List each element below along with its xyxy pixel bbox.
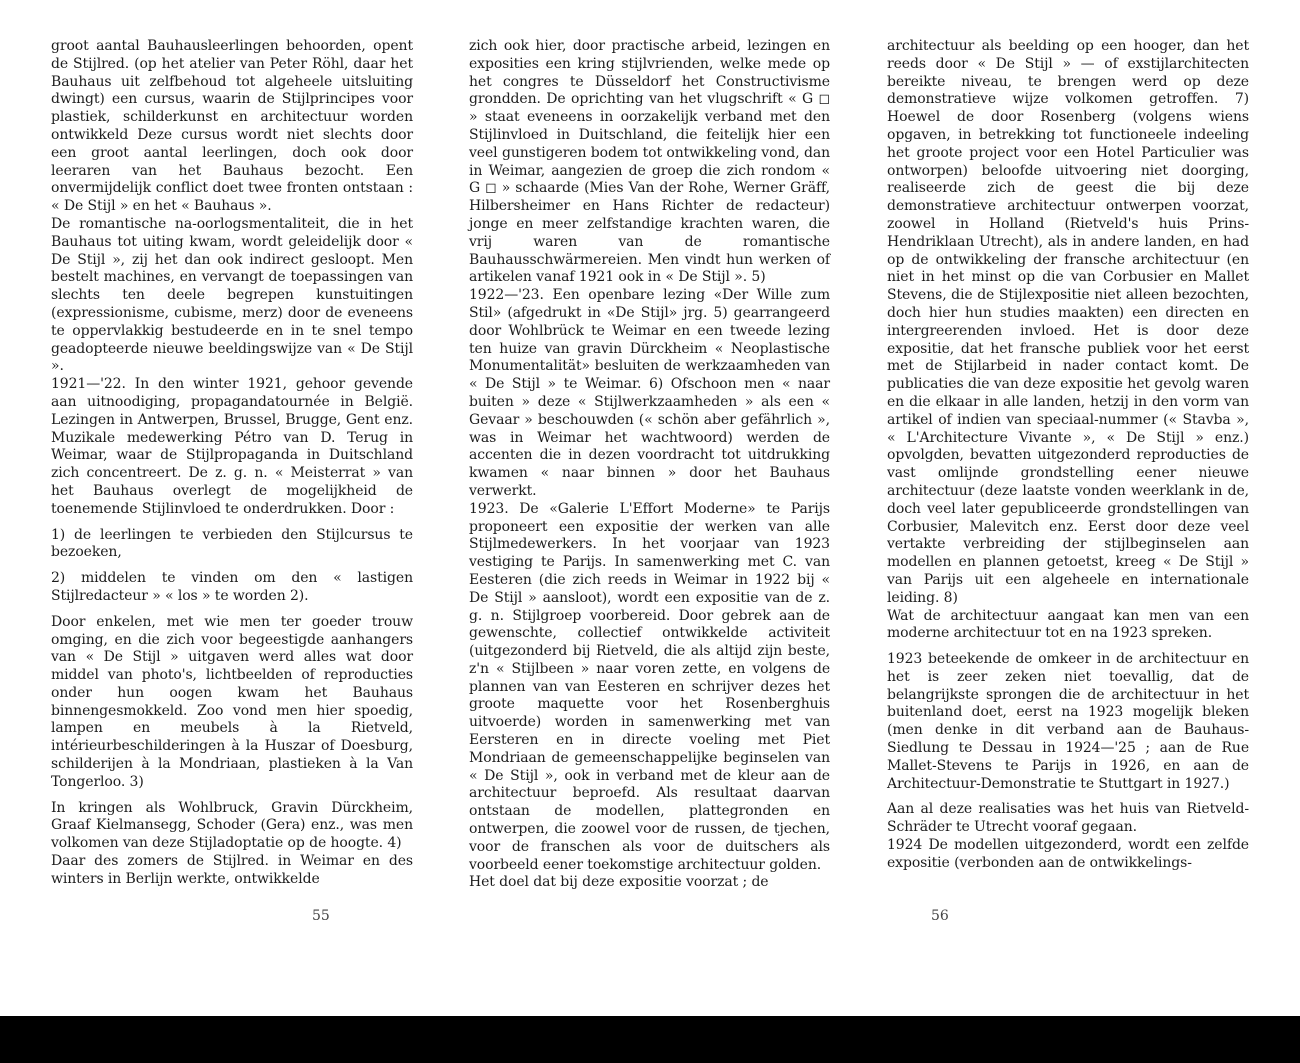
paragraph: 1) de leerlingen te verbieden den Stijlcursus te bezoeken,	[51, 526, 413, 561]
paragraph: De romantische na-oorlogsmentaliteit, die in het Bauhaus tot uiting kwam, wordt geleidelijk door « De Stijl », zij het dan ook indirect gesloopt. Men bestelt machines, en vervangt de toepassingen van slechts ten deele begrepen kunstuitingen (expressionisme, cubisme, merz) door de eveneens te oppervlakkig bestudeerde en in te snel tempo geadopteerde nieuwe beeldingswijze van « De Stijl ».	[51, 215, 413, 375]
page-number-right: 56	[931, 908, 949, 924]
paragraph: 1923. De «Galerie L'Effort Moderne» te Parijs proponeert een expositie der werken van alle Stijlmedewerkers. In het voorjaar van 1923 vestiging te Parijs. In samenwerking met C. van Eesteren (die zich reeds in Weimar in 1922 bij « De Stijl » aansloot), wordt een expositie van de z. g. n. Stijlgroep voorbereid. Door gebrek aan de gewenschte, collectief ontwikkelde activiteit (uitgezonderd bij Rietveld, die als altijd zijn beste, z'n « Stijlbeen » naar voren zette, en volgens de plannen van van Eesteren en schrijver dezes het groote maquette voor het Rosenberghuis uitvoerde) worden in samenwerking met van Eersteren en in directe voeling met Piet Mondriaan de gemeenschappelijke beginselen van « De Stijl », ook in verband met de kleur aan de architectuur beproefd. Als resultaat daarvan ontstaan de modellen, plattegronden en ontwerpen, die zoowel voor de russen, de tjechen, voor de franschen als voor de duitschers als voorbeeld eener toekomstige architectuur golden.	[469, 500, 830, 873]
paragraph: 1922—'23. Een openbare lezing «Der Wille zum Stil» (afgedrukt in «De Stijl» jrg. 5) gearrangeerd door Wohlbrück te Weimar en een tweede lezing ten huize van gravin Dürckheim « Neoplastische Monumentalität» besluiten de werkzaamheden van « De Stijl » te Weimar. 6) Ofschoon men « naar buiten » deze « Stijlwerkzaamheden » als een « Gevaar » beschouwden (« schön aber gefährlich », was in Weimar het wachtwoord) werden de accenten die in dezen voordracht tot uitdrukking kwamen « naar binnen » door het Bauhaus verwerkt.	[469, 287, 830, 499]
page-number-left: 55	[312, 908, 330, 924]
paragraph: 1923 beteekende de omkeer in de architectuur en het is zeer zeken niet toevallig, dat de belangrijkste sprongen die de architectuur in het buitenland doet, eerst na 1923 mogelijk bleken (men denke in dit verband aan de Bauhaus-Siedlung te Dessau in 1924—'25 ; aan de Rue Mallet-Stevens te Parijs in 1926, en aan de Architectuur-Demonstratie te Stuttgart in 1927.)	[887, 651, 1249, 792]
text-column-middle	[469, 38, 830, 892]
paragraph: In kringen als Wohlbruck, Gravin Dürckheim, Graaf Kielmansegg, Schoder (Gera) enz., was men volkomen van deze Stijladoptatie op de hoogte. 4)	[51, 799, 413, 852]
paragraph: 1924 De modellen uitgezonderd, wordt een zelfde expositie (verbonden aan de ontwikkelings-	[887, 837, 1249, 871]
paragraph: architectuur als beelding op een hooger, dan het reeds door « De Stijl » — of exstijlarchitecten bereikte niveau, te brengen werd op deze demonstratieve wijze volkomen getroffen. 7) Hoewel de door Rosenberg (volgens wiens opgaven, in betrekking tot functioneele indeeling het groote project voor een Hotel Particulier was ontworpen) beloofde uitvoering niet doorging, realiseerde zich de geest die bij deze demonstratieve architectuur ontwerpen voorzat, zoowel in Holland (Rietveld's huis Prins-Hendriklaan Utrecht), als in andere landen, en had op de ontwikkeling der fransche architectuur (en niet in het minst op die van Corbusier en Mallet Stevens, die de Stijlexpositie niet alleen bezochten, doch hier hun studies maakten) een directen en intergreerenden invloed. Het is door deze expositie, dat het fransche publiek voor het eerst met de Stijlarbeid in nader contact komt. De publicaties die van deze expositie het gevolg waren en die elkaar in alle landen, hetzij in den vorm van artikel of indien van speciaal-nummer (« Stavba », « L'Architecture Vivante », « De Stijl » enz.) opvolgden, bevatten uitgezonderd reproducties de vast omlijnde grondstelling eener nieuwe architectuur (deze laatste vonden weerklank in de, doch veel later gepubliceerde grondstellingen van Corbusier, Malevitch enz. Eerst door deze veel vertakte verbreiding der stijlbeginselen aan modellen en plannen getoetst, kreeg « De Stijl » van Parijs uit een algeheele en internationale leiding. 8)	[887, 38, 1249, 606]
text-column-right	[887, 38, 1249, 873]
paragraph: Aan al deze realisaties was het huis van Rietveld-Schräder te Utrecht vooraf gegaan.	[887, 801, 1249, 836]
text-column-left	[51, 38, 413, 889]
paragraph: Door enkelen, met wie men ter goeder trouw omging, en die zich voor begeestigde aanhangers van « De Stijl » uitgaven werd alles wat door middel van photo's, lichtbeelden of reproducties onder hun oogen kwam het Bauhaus binnengesmokkeld. Zoo vond men hier spoedig, lampen en meubels à la Rietveld, intérieurbeschilderingen à la Huszar of Doesburg, schilderijen à la Mondriaan, plastieken à la Van Tongerloo. 3)	[51, 613, 413, 790]
paragraph: Het doel dat bij deze expositie voorzat ; de	[469, 874, 769, 891]
footer-bar	[0, 1016, 1300, 1063]
paragraph: 2) middelen te vinden om den « lastigen Stijlredacteur » « los » te worden 2).	[51, 570, 413, 604]
paragraph: Wat de architectuur aangaat kan men van een moderne architectuur tot en na 1923 spreken.	[887, 607, 1249, 642]
paragraph: 1921—'22. In den winter 1921, gehoor gevende aan uitnoodiging, propagandatournée in België. Lezingen in Antwerpen, Brussel, Brugge, Gent enz. Muzikale medewerking Pétro van D. Terug in Weimar, waar de Stijlpropaganda in Duitschland zich concentreert. De z. g. n. « Meisterrat » van het Bauhaus overlegt de mogelijkheid de toenemende Stijlinvloed te onderdrukken. Door :	[51, 376, 413, 517]
paragraph: zich ook hier, door practische arbeid, lezingen en exposities een kring stijlvrienden, welke mede op het congres te Düsseldorf het Constructivisme grondden. De oprichting van het vlugschrift « G ◻ » staat eveneens in oorzakelijk verband met den Stijlinvloed in Duitschland, die feitelijk hier een veel gunstigeren bodem tot ontwikkeling vond, dan in Weimar, aangezien de groep die zich rondom « G ◻ » schaarde (Mies Van der Rohe, Werner Gräff, Hilbersheimer en Hans Richter de redacteur) jonge en meer zelfstandige krachten waren, die vrij waren van de romantische Bauhausschwärmereien. Men vindt hun werken of artikelen vanaf 1921 ook in « De Stijl ». 5)	[469, 38, 830, 286]
paragraph: groot aantal Bauhausleerlingen behoorden, opent de Stijlred. (op het atelier van Peter Röhl, daar het Bauhaus uit zelfbehoud tot algeheele uitsluiting dwingt) een cursus, waarin de Stijlprincipes voor plastiek, schilderkunst en architectuur worden ontwikkeld Deze cursus wordt niet slechts door een groot aantal leerlingen, doch ook door leeraren van het Bauhaus bezocht. Een onvermijdelijk conflict doet twee fronten ontstaan : « De Stijl » en het « Bauhaus ».	[51, 38, 413, 215]
paragraph: Daar des zomers de Stijlred. in Weimar en des winters in Berlijn werkte, ontwikkelde	[51, 853, 413, 887]
